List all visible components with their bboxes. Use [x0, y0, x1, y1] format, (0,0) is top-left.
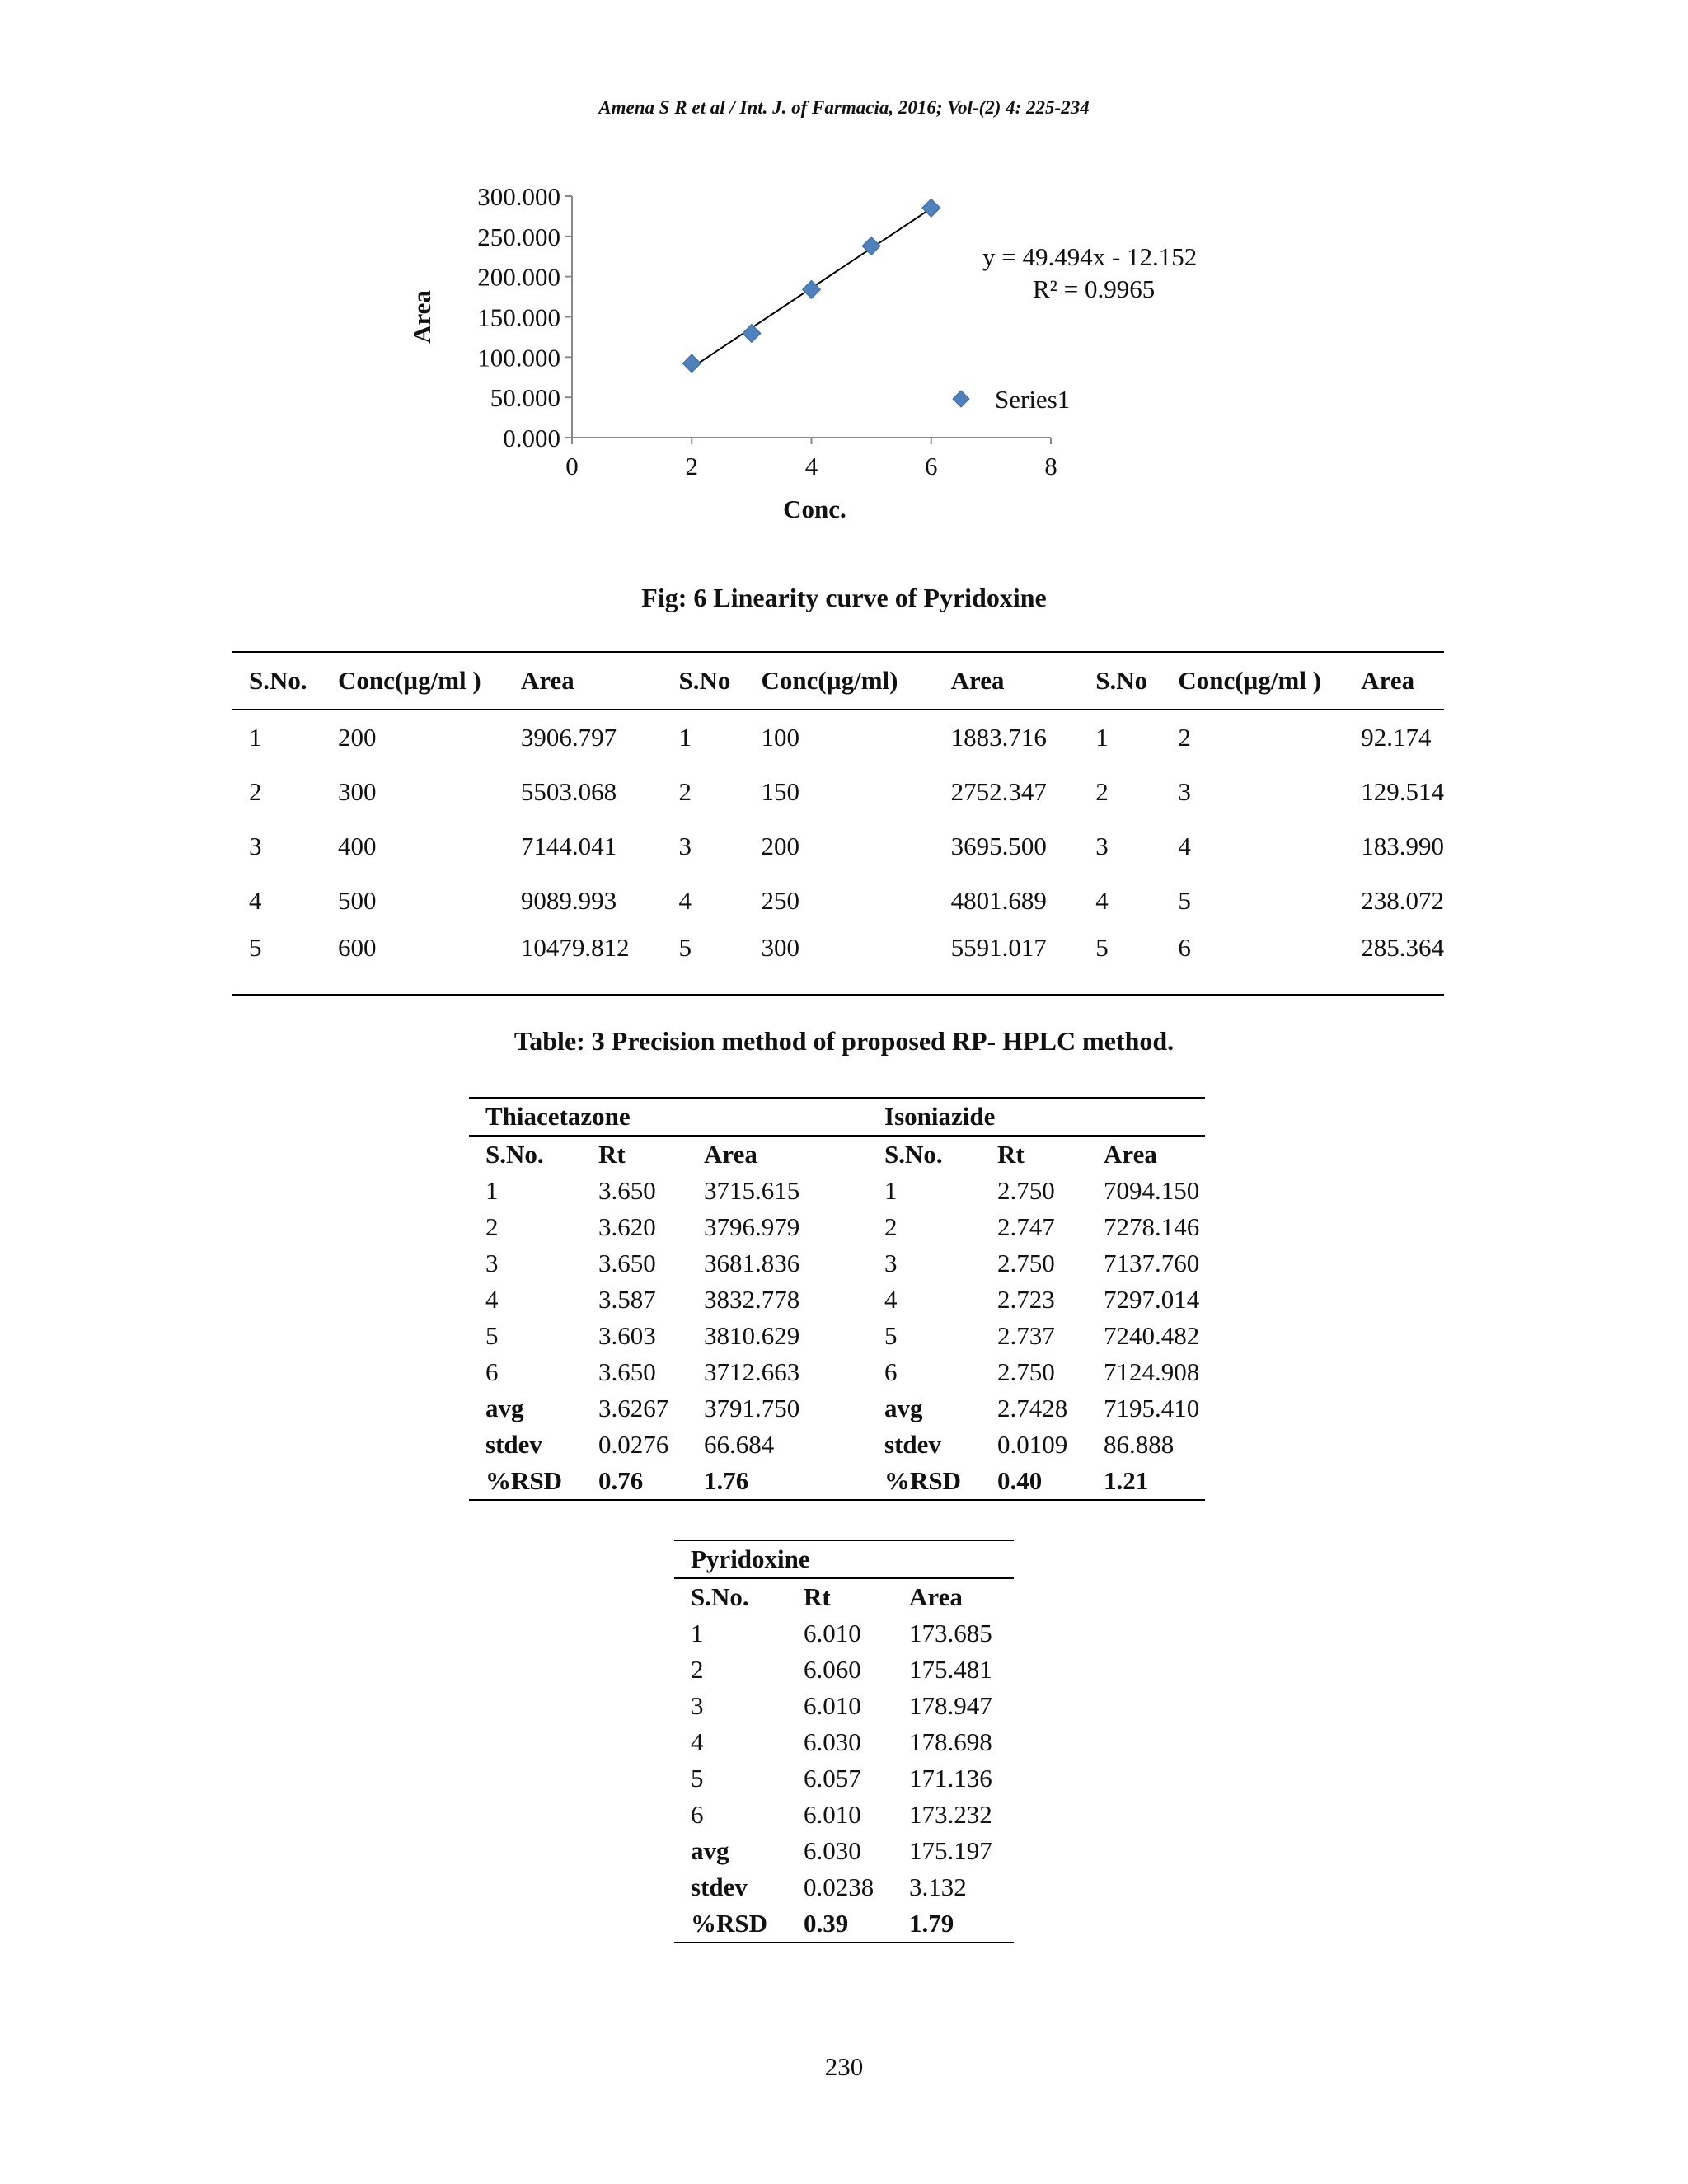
y-tick-label: 0.000 [503, 424, 560, 452]
table-cell: 6.010 [804, 1800, 861, 1829]
table-cell: 238.072 [1361, 886, 1444, 915]
pyridoxine-precision-table [674, 1540, 1014, 1943]
table-row-rsd [674, 1905, 1014, 1943]
y-tick-label: 200.000 [477, 262, 560, 292]
table-cell: 285.364 [1344, 928, 1444, 995]
table-cell: 1 [884, 1176, 898, 1205]
table-cell: 6.030 [804, 1727, 861, 1756]
table-cell: 1.76 [687, 1463, 868, 1500]
data-point [743, 325, 761, 343]
table-cell: 3715.615 [704, 1176, 800, 1205]
table-cell: 6 [884, 1357, 898, 1386]
table-cell: 3 [1095, 832, 1109, 860]
table-cell: 175.481 [909, 1655, 992, 1684]
table-cell: 3 [884, 1249, 898, 1277]
table-cell: 1 [1095, 723, 1109, 752]
table-cell: 3796.979 [704, 1212, 800, 1241]
table-cell: 200 [761, 832, 800, 860]
table-cell: %RSD [868, 1463, 981, 1500]
table-cell: 0.0238 [804, 1872, 874, 1901]
table-cell: 2.750 [997, 1357, 1055, 1386]
table-cell: 2752.347 [950, 777, 1047, 806]
table-cell: 4 [249, 886, 262, 915]
table-cell: 1883.716 [950, 723, 1047, 752]
y-tick-label: 150.000 [477, 302, 560, 332]
table-cell: 3906.797 [520, 723, 617, 752]
x-axis-label: Conc. [783, 494, 846, 523]
column-header: S.No [662, 652, 744, 710]
r-squared-label: R² = 0.9965 [1033, 274, 1156, 303]
table-cell: 5503.068 [520, 777, 617, 806]
table-cell: 4 [691, 1727, 704, 1756]
table-cell: 2.750 [997, 1176, 1055, 1205]
table-cell: 3.603 [598, 1321, 656, 1350]
table-header-row [469, 1136, 1205, 1173]
table-cell: 10479.812 [504, 928, 663, 995]
table-cell: 183.990 [1361, 832, 1444, 860]
running-header: Amena S R et al / Int. J. of Farmacia, 2016; Vol-(2) 4: 225-234 [598, 97, 1090, 118]
table-cell: 6.060 [804, 1655, 861, 1684]
group-header-row [469, 1098, 1205, 1136]
table-cell: 175.197 [909, 1836, 992, 1865]
table-cell: 66.684 [704, 1430, 775, 1459]
column-header: S.No. [485, 1140, 544, 1169]
y-tick-label: 300.000 [477, 182, 560, 211]
column-header: S.No. [691, 1582, 749, 1611]
table-cell: 3 [678, 832, 692, 860]
table-cell: 171.136 [909, 1764, 992, 1793]
table-cell: 3.620 [598, 1212, 656, 1241]
table-cell: 1 [678, 723, 692, 752]
column-header: Conc(µg/ml) [745, 652, 935, 710]
table-row [469, 1282, 1205, 1318]
table-cell: 173.685 [909, 1619, 992, 1647]
table-cell: 3.587 [598, 1285, 656, 1314]
column-header: S.No [1079, 652, 1161, 710]
table-header-row [674, 1578, 1014, 1615]
column-header: Area [504, 652, 663, 710]
legend-label: Series1 [995, 385, 1071, 414]
column-header: Rt [598, 1140, 626, 1169]
column-header: Rt [804, 1582, 831, 1611]
table-cell: 7195.410 [1104, 1394, 1200, 1422]
table-cell: 6.030 [804, 1836, 861, 1865]
table-row [232, 819, 1444, 874]
group-header: Pyridoxine [674, 1540, 1014, 1578]
table-cell: 3 [249, 832, 262, 860]
column-header: Conc(µg/ml ) [321, 652, 504, 710]
table-cell: 86.888 [1104, 1430, 1175, 1459]
table-cell: 3.650 [598, 1357, 656, 1386]
table-cell: 2 [249, 777, 262, 806]
group-header-row [674, 1540, 1014, 1578]
table-cell: 300 [338, 777, 377, 806]
table-cell: 5 [884, 1321, 898, 1350]
table-cell: 3.650 [598, 1249, 656, 1277]
table-cell: 4 [678, 886, 692, 915]
table-cell: 3 [485, 1249, 499, 1277]
legend-marker [953, 391, 969, 407]
x-tick-label: 8 [1044, 452, 1057, 480]
table-cell: 4 [1178, 832, 1191, 860]
table-cell: %RSD [469, 1463, 582, 1500]
table-cell: 178.698 [909, 1727, 992, 1756]
table-cell: 400 [338, 832, 377, 860]
table-cell: 7144.041 [520, 832, 617, 860]
table-cell: stdev [884, 1430, 941, 1459]
table-row-stdev [674, 1869, 1014, 1905]
table-cell: 2.723 [997, 1285, 1055, 1314]
table-cell: 2 [485, 1212, 499, 1241]
table-cell: 2 [884, 1212, 898, 1241]
table-cell: avg [691, 1836, 729, 1865]
page-number: 230 [824, 2052, 864, 2081]
table-cell: 2.737 [997, 1321, 1055, 1350]
x-tick-label: 0 [565, 452, 579, 480]
table-cell: 4 [884, 1285, 898, 1314]
table-cell: 2.7428 [997, 1394, 1068, 1422]
table-cell: 9089.993 [520, 886, 617, 915]
table-cell: 7278.146 [1104, 1212, 1200, 1241]
table-row [469, 1245, 1205, 1282]
data-point [922, 199, 940, 217]
table-cell: 2.747 [997, 1212, 1055, 1241]
table-cell: stdev [691, 1872, 748, 1901]
table-cell: 0.0109 [997, 1430, 1068, 1459]
y-tick-label: 250.000 [477, 222, 560, 251]
column-header: S.No. [884, 1140, 943, 1169]
table-cell: 0.76 [582, 1463, 687, 1500]
table-row [674, 1797, 1014, 1833]
table-cell: 100 [761, 723, 800, 752]
table-cell: 5 [1079, 928, 1161, 995]
table-cell: 5 [232, 928, 321, 995]
table-cell: 7240.482 [1104, 1321, 1200, 1350]
table-cell: 5 [1178, 886, 1191, 915]
table-cell: 600 [321, 928, 504, 995]
table-row [674, 1615, 1014, 1652]
table-cell: 7297.014 [1104, 1285, 1200, 1314]
table-cell: 4801.689 [950, 886, 1047, 915]
table-cell: 1 [485, 1176, 499, 1205]
table-cell: 7094.150 [1104, 1176, 1200, 1205]
group-header: Thiacetazone [469, 1098, 868, 1136]
table-row [232, 765, 1444, 819]
table-cell: 5 [485, 1321, 499, 1350]
table-cell: 3695.500 [950, 832, 1047, 860]
table-cell: 1 [691, 1619, 704, 1647]
table-row [674, 1724, 1014, 1760]
table-cell: 3 [1178, 777, 1191, 806]
table-cell: 150 [761, 777, 800, 806]
table-cell: 6 [691, 1800, 704, 1829]
table-row [469, 1354, 1205, 1390]
table-row [232, 710, 1444, 765]
table-row [469, 1173, 1205, 1209]
table-cell: 0.40 [981, 1463, 1087, 1500]
table-caption: Table: 3 Precision method of proposed RP- HPLC method. [513, 1026, 1175, 1056]
column-header: Rt [997, 1140, 1025, 1169]
column-header: Conc(µg/ml ) [1161, 652, 1344, 710]
y-axis-label: Area [407, 290, 436, 344]
table-row-avg [674, 1833, 1014, 1869]
table-cell: 1 [249, 723, 262, 752]
table-cell: 3832.778 [704, 1285, 800, 1314]
column-header: Area [909, 1582, 963, 1611]
precision-table [469, 1097, 1205, 1501]
table-cell: 7137.760 [1104, 1249, 1200, 1277]
table-header-row [232, 652, 1444, 710]
table-cell: 2 [678, 777, 692, 806]
table-cell: 4 [485, 1285, 499, 1314]
table-cell: 4 [1095, 886, 1109, 915]
linearity-table [232, 651, 1444, 996]
table-row [469, 1318, 1205, 1354]
column-header: S.No. [232, 652, 321, 710]
x-tick-label: 4 [804, 452, 818, 480]
table-cell: 2 [1178, 723, 1191, 752]
table-cell: stdev [485, 1430, 542, 1459]
table-cell: 3712.663 [704, 1357, 800, 1386]
column-header: Area [704, 1140, 757, 1169]
table-cell: 2 [1095, 777, 1109, 806]
table-row [674, 1688, 1014, 1724]
table-cell: 5 [691, 1764, 704, 1793]
linearity-chart [396, 165, 1269, 544]
trendline-equation: y = 49.494x - 12.152 [982, 242, 1198, 271]
table-cell: 5591.017 [935, 928, 1080, 995]
table-cell: 3 [691, 1691, 704, 1720]
figure-caption: Fig: 6 Linearity curve of Pyridoxine [641, 583, 1047, 612]
table-cell: 6.010 [804, 1619, 861, 1647]
table-cell: 5 [662, 928, 744, 995]
table-cell: avg [485, 1394, 524, 1422]
table-cell: 200 [338, 723, 377, 752]
table-cell: 6.057 [804, 1764, 861, 1793]
x-tick-label: 2 [685, 452, 698, 480]
table-row [674, 1760, 1014, 1797]
table-row-avg [469, 1390, 1205, 1427]
table-cell: 3791.750 [704, 1394, 800, 1422]
table-cell: 3.132 [909, 1872, 967, 1901]
table-row [232, 928, 1444, 995]
table-cell: 92.174 [1361, 723, 1432, 752]
table-cell: 3.650 [598, 1176, 656, 1205]
table-cell: 7124.908 [1104, 1357, 1200, 1386]
table-cell: 0.39 [787, 1905, 893, 1943]
table-cell: 500 [338, 886, 377, 915]
column-header: Area [935, 652, 1080, 710]
y-tick-label: 50.000 [490, 383, 560, 413]
table-cell: 0.0276 [598, 1430, 669, 1459]
table-cell: 2.750 [997, 1249, 1055, 1277]
table-cell: 6 [1161, 928, 1344, 995]
table-row [232, 874, 1444, 928]
data-point [682, 354, 701, 373]
table-cell: 3810.629 [704, 1321, 800, 1350]
table-cell: 3.6267 [598, 1394, 669, 1422]
table-cell: 129.514 [1361, 777, 1444, 806]
table-cell: 250 [761, 886, 800, 915]
y-tick-label: 100.000 [477, 343, 560, 373]
table-cell: avg [884, 1394, 923, 1422]
column-header: Area [1344, 652, 1444, 710]
table-cell: 173.232 [909, 1800, 992, 1829]
group-header: Isoniazide [868, 1098, 1205, 1136]
table-cell: 6.010 [804, 1691, 861, 1720]
table-cell: 1.21 [1087, 1463, 1205, 1500]
table-cell: 178.947 [909, 1691, 992, 1720]
table-cell: 300 [745, 928, 935, 995]
table-cell: 3681.836 [704, 1249, 800, 1277]
table-cell: %RSD [674, 1905, 787, 1943]
table-row-stdev [469, 1427, 1205, 1463]
column-header: Area [1104, 1140, 1157, 1169]
x-tick-label: 6 [925, 452, 938, 480]
table-cell: 1.79 [893, 1905, 1014, 1943]
table-cell: 6 [485, 1357, 499, 1386]
table-cell: 2 [691, 1655, 704, 1684]
table-row [469, 1209, 1205, 1245]
table-row-rsd [469, 1463, 1205, 1500]
table-row [674, 1652, 1014, 1688]
